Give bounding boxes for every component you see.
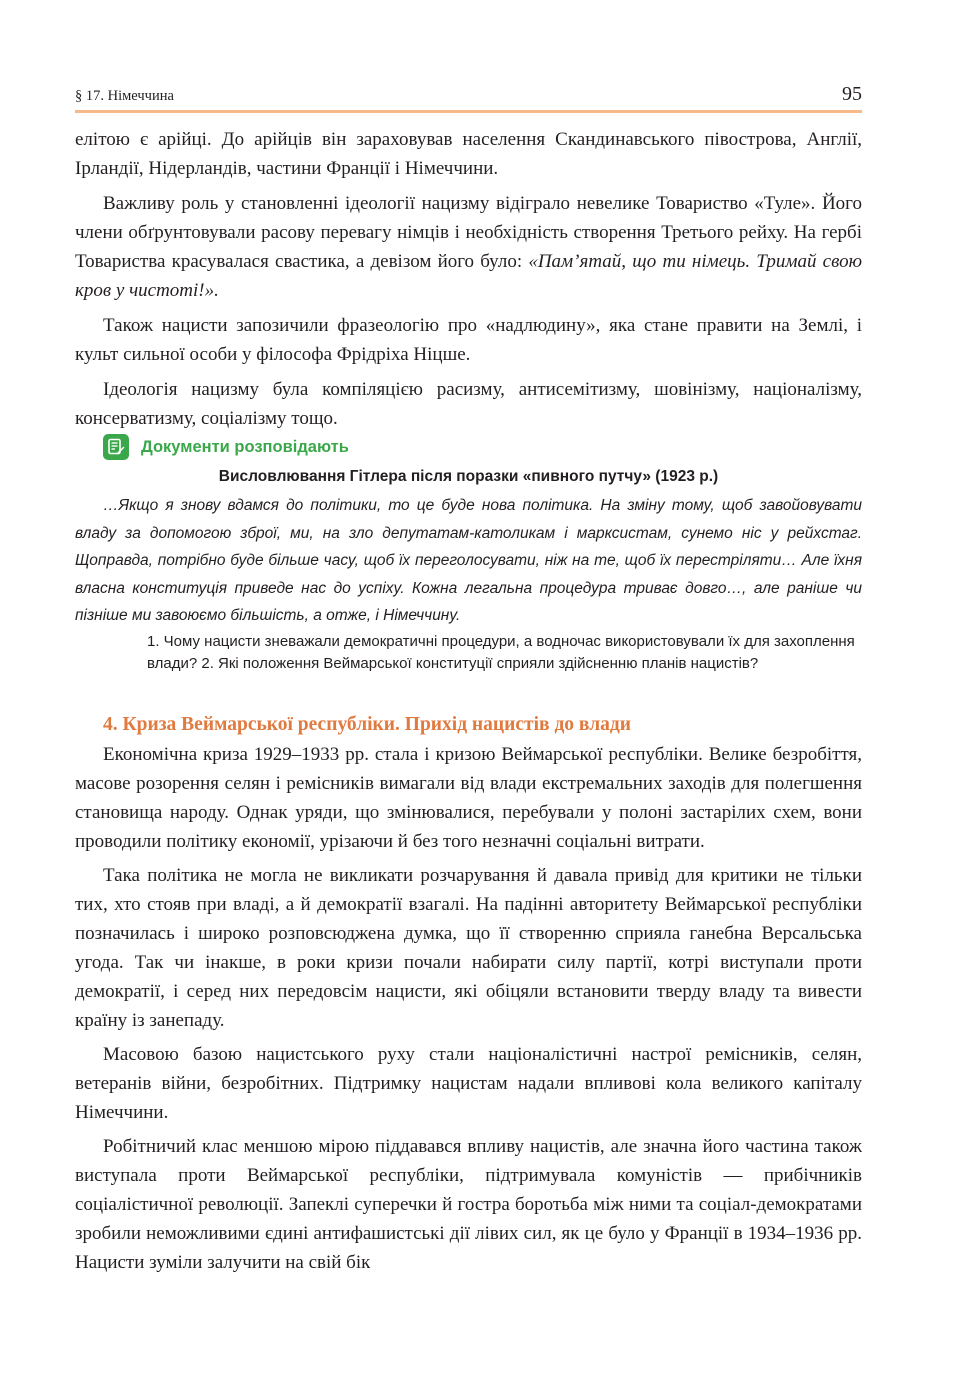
paragraph-text: Важливу роль у становленні ідеології нацизму відіграло невелике Товариство «Туле». Його члени обґрунтовували расову перевагу німців і необхідність створення Третього рейху. На гербі Товариства красувалася свастика, а девізом його було: bbox=[75, 193, 862, 272]
paragraph: Масовою базою нацистського руху стали націоналістичні настрої ремісників, селян, ветеранів війни, безробітних. Підтримку нацистам надали впливові кола великого капіталу Німеччини. bbox=[75, 1044, 862, 1123]
documents-heading bbox=[103, 432, 349, 462]
text-block-top bbox=[75, 125, 862, 439]
paragraph: Також нацисти запозичили фразеологію про «надлюдину», яка стане правити на Землі, і культ сильної особи у філософа Фрідріха Ніцше. bbox=[75, 315, 862, 365]
document-quote: …Якщо я знову вдамся до політики, то це буде нова політика. На зміну тому, щоб завойовувати владу за допомогою зброї, ми, на зло депутатам-католикам і марксистам, сунемо ніс у рейхстаг. Щоправда, потрібно буде більше часу, щоб їх переголосувати, ніж на те, щоб їх перестріляти… Але їхня власна конституція приведе нас до успіху. Кожна легальна процедура триває довго…, але раніше чи пізніше ми завоюємо більшість, а отже, і Німеччину. bbox=[75, 497, 862, 624]
documents-title: Документи розповідають bbox=[141, 437, 349, 456]
document-pencil-icon bbox=[103, 434, 129, 460]
paragraph: Економічна криза 1929–1933 рр. стала і кризою Веймарської республіки. Велике безробіття, масове розорення селян і ремісників вимагали від влади екстремальних заходів для полегшення становища народу. Однак уряди, що змінювалися, перебували у полоні застарілих схем, вони проводили політику економії, урізаючи й без того незначні соціальні витрати. bbox=[75, 744, 862, 852]
document-questions: 1. Чому нацисти зневажали демократичні процедури, а водночас використовували їх для захоплення влади? 2. Які положення Веймарської конституції сприяли здійсненню планів нацистів? bbox=[147, 633, 855, 672]
running-header bbox=[75, 84, 862, 113]
document-caption: Висловлювання Гітлера після поразки «пивного путчу» (1923 р.) bbox=[218, 468, 719, 485]
paragraph: Робітничий клас меншою мірою піддавався впливу нацистів, але значна його частина також виступала проти Веймарської республіки, підтримувала комуністів — прибічників соціалістичної революції. Запеклі суперечки й гостра боротьба між ними та соціал-демократами зробили неможливими єдині антифашистські дії лівих сил, як це було у Франції в 1934–1936 рр. Нацисти зуміли залучити на свій бік bbox=[75, 1136, 862, 1273]
section-title: § 17. Німеччина bbox=[75, 88, 174, 104]
paragraph: Ідеологія нацизму була компіляцією расизму, антисемітизму, шовінізму, націоналізму, консерватизму, соціалізму тощо. bbox=[75, 379, 862, 429]
motto-quote: «Пам’ятай, що ти німець. Тримай свою кров у чистоті!». bbox=[75, 251, 863, 301]
section-heading: 4. Криза Веймарської республіки. Прихід нацистів до влади bbox=[103, 714, 631, 735]
page-number: 95 bbox=[842, 83, 862, 105]
paragraph-tule bbox=[75, 189, 862, 305]
text-block-bottom bbox=[75, 740, 862, 1282]
paragraph: Така політика не могла не викликати розчарування й давала привід для критики не тільки тих, хто стояв при владі, а й демократії взагалі. На падінні авторитету Веймарської республіки позначилась і широко розповсюджена думка, що її створенню сприяла ганебна Версальська угода. Так чи інакше, в роки кризи почали набирати силу партії, котрі виступали проти демократії, і серед них передовсім нацисти, які обіцяли встановити тверду владу та вивести країну із занепаду. bbox=[75, 865, 862, 1031]
paragraph: елітою є арійці. До арійців він зараховував населення Скандинавського півострова, Англії, Ірландії, Нідерландів, частини Франції і Німеччини. bbox=[75, 129, 862, 179]
